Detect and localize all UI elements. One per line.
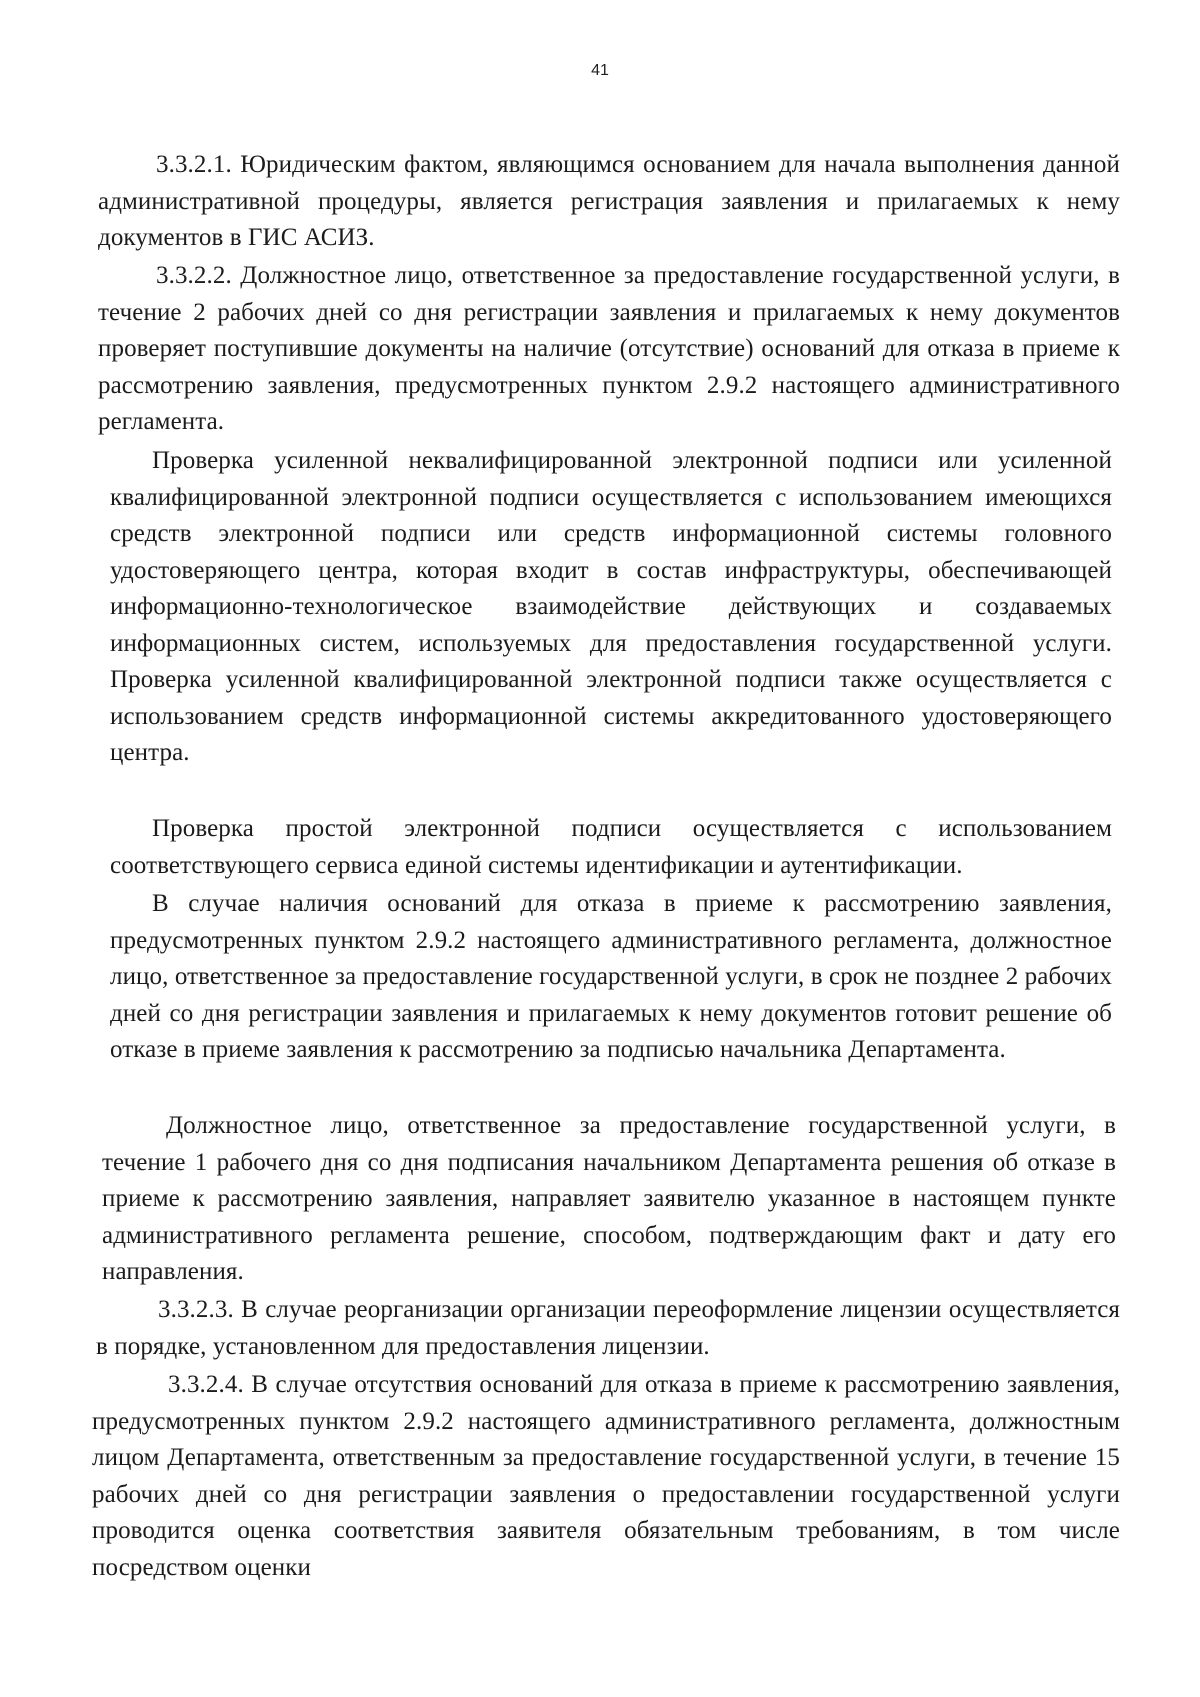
paragraph-3-3-2-2: 3.3.2.2. Должностное лицо, ответственное за предоставление государственной услуги, в течение 2 рабочих дней со дня регистрации заявления и прилагаемых к нему документов проверяет поступившие документы на наличие (отсутствие) оснований для отказа в приеме к рассмотрению заявления, предусмотренных пунктом 2.9.2 настоящего административного регламента. [98,262,1120,435]
paragraph-3-3-2-4: 3.3.2.4. В случае отсутствия оснований для отказа в приеме к рассмотрению заявления, предусмотренных пунктом 2.9.2 настоящего административного регламента, должностным лицом Департамента, ответственным за предоставление государственной услуги, в течение 15 рабочих дней со дня регистрации заявления о предоставлении государственной услуги проводится оценка соответствия заявителя обязательным требованиям, в том числе посредством оценки [92,1371,1120,1581]
paragraph-signature-check: Проверка усиленной неквалифицированной электронной подписи или усиленной квалифицированной электронной подписи осуществляется с использованием имеющихся средств электронной подписи или средств информационной системы головного удостоверяющего центра, которая входит в состав инфраструктуры, обеспечивающей информационно-технологическое взаимодействие действующих и создаваемых информационных систем, используемых для предоставления государственной услуги. Проверка усиленной квалифицированной электронной подписи также осуществляется с использованием средств информационной системы аккредитованного удостоверяющего центра. [110,447,1112,766]
paragraph-3-3-2-3: 3.3.2.3. В случае реорганизации организации переоформление лицензии осуществляется в порядке, установленном для предоставления лицензии. [96,1296,1120,1360]
paragraph-3-3-2-1: 3.3.2.1. Юридическим фактом, являющимся основанием для начала выполнения данной административной процедуры, является регистрация заявления и прилагаемых к нему документов в ГИС АСИЗ. [98,151,1120,251]
paragraph-refusal-notification: Должностное лицо, ответственное за предоставление государственной услуги, в течение 1 рабочего дня со дня подписания начальником Департамента решения об отказе в приеме к рассмотрению заявления, направляет заявителю указанное в настоящем пункте административного регламента решение, способом, подтверждающим факт и дату его направления. [102,1112,1116,1285]
paragraph-refusal-grounds: В случае наличия оснований для отказа в приеме к рассмотрению заявления, предусмотренных пунктом 2.9.2 настоящего административного регламента, должностное лицо, ответственное за предоставление государственной услуги, в срок не позднее 2 рабочих дней со дня регистрации заявления и прилагаемых к нему документов готовит решение об отказе в приеме заявления к рассмотрению за подписью начальника Департамента. [110,890,1112,1063]
page-number: 41 [591,62,609,79]
paragraph-simple-signature-check: Проверка простой электронной подписи осуществляется с использованием соответствующего сервиса единой системы идентификации и аутентификации. [110,815,1112,879]
